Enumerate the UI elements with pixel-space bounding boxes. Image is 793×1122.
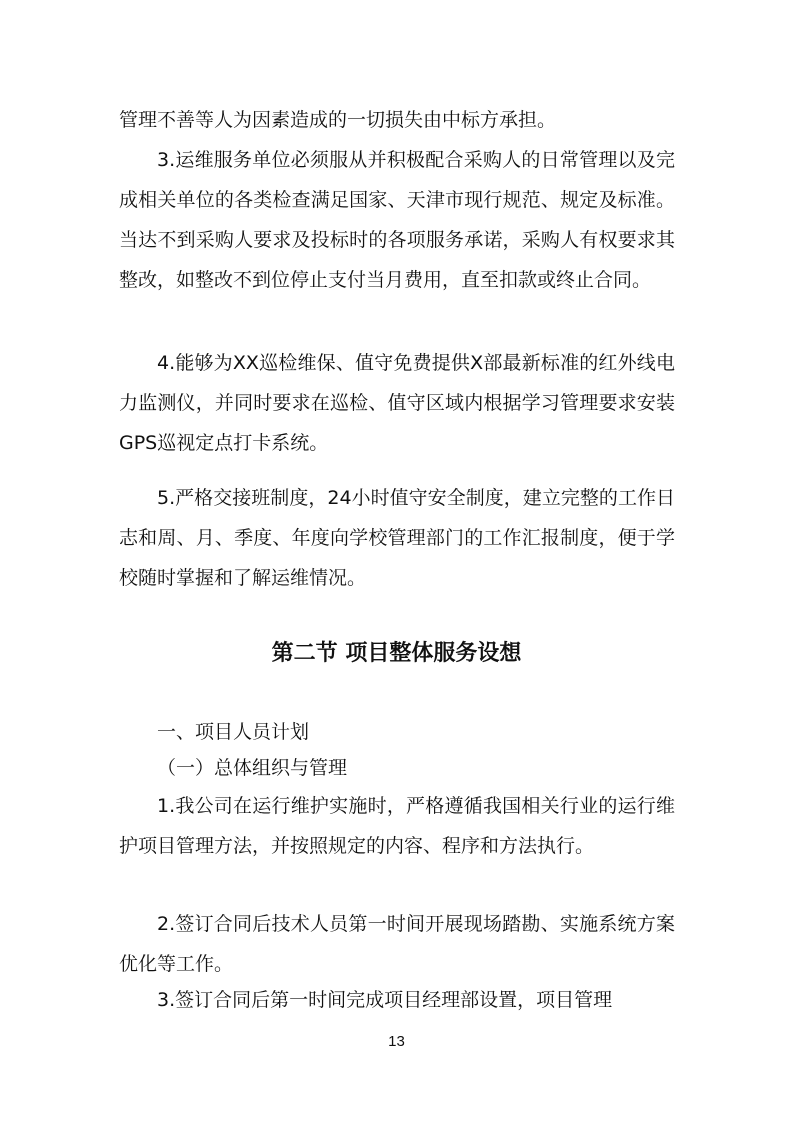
section-heading: 第二节 项目整体服务设想 — [271, 641, 522, 666]
subheading-personnel-plan: 一、项目人员计划 — [157, 721, 310, 743]
paragraph-item-4: 4.能够为XX巡检维保、值守免费提供X部最新标准的红外线电力监测仪，并同时要求在巡检、值守区域内根据学习管理要求安装GPS巡视定点打卡系统。 — [119, 352, 675, 454]
subheading-organization: （一）总体组织与管理 — [157, 757, 348, 779]
list-item-2: 2.签订合同后技术人员第一时间开展现场踏勘、实施系统方案优化等工作。 — [119, 913, 675, 975]
paragraph-item-3: 3.运维服务单位必须服从并积极配合采购人的日常管理以及完成相关单位的各类检查满足国家、天津市现行规范、规定及标准。当达不到采购人要求及投标时的各项服务承诺，采购人有权要求其整改，如整改不到位停止支付当月费用，直至扣款或终止合同。 — [119, 149, 675, 291]
page-number: 13 — [388, 1033, 405, 1050]
list-item-1: 1.我公司在运行维护实施时，严格遵循我国相关行业的运行维护项目管理方法，并按照规定的内容、程序和方法执行。 — [119, 795, 675, 857]
paragraph-continuation: 管理不善等人为因素造成的一切损失由中标方承担。 — [119, 109, 557, 131]
paragraph-item-5: 5.严格交接班制度，24小时值守安全制度，建立完整的工作日志和周、月、季度、年度向学校管理部门的工作汇报制度，便于学校随时掌握和了解运维情况。 — [119, 487, 675, 589]
list-item-3: 3.签订合同后第一时间完成项目经理部设置，项目管理 — [157, 989, 613, 1011]
